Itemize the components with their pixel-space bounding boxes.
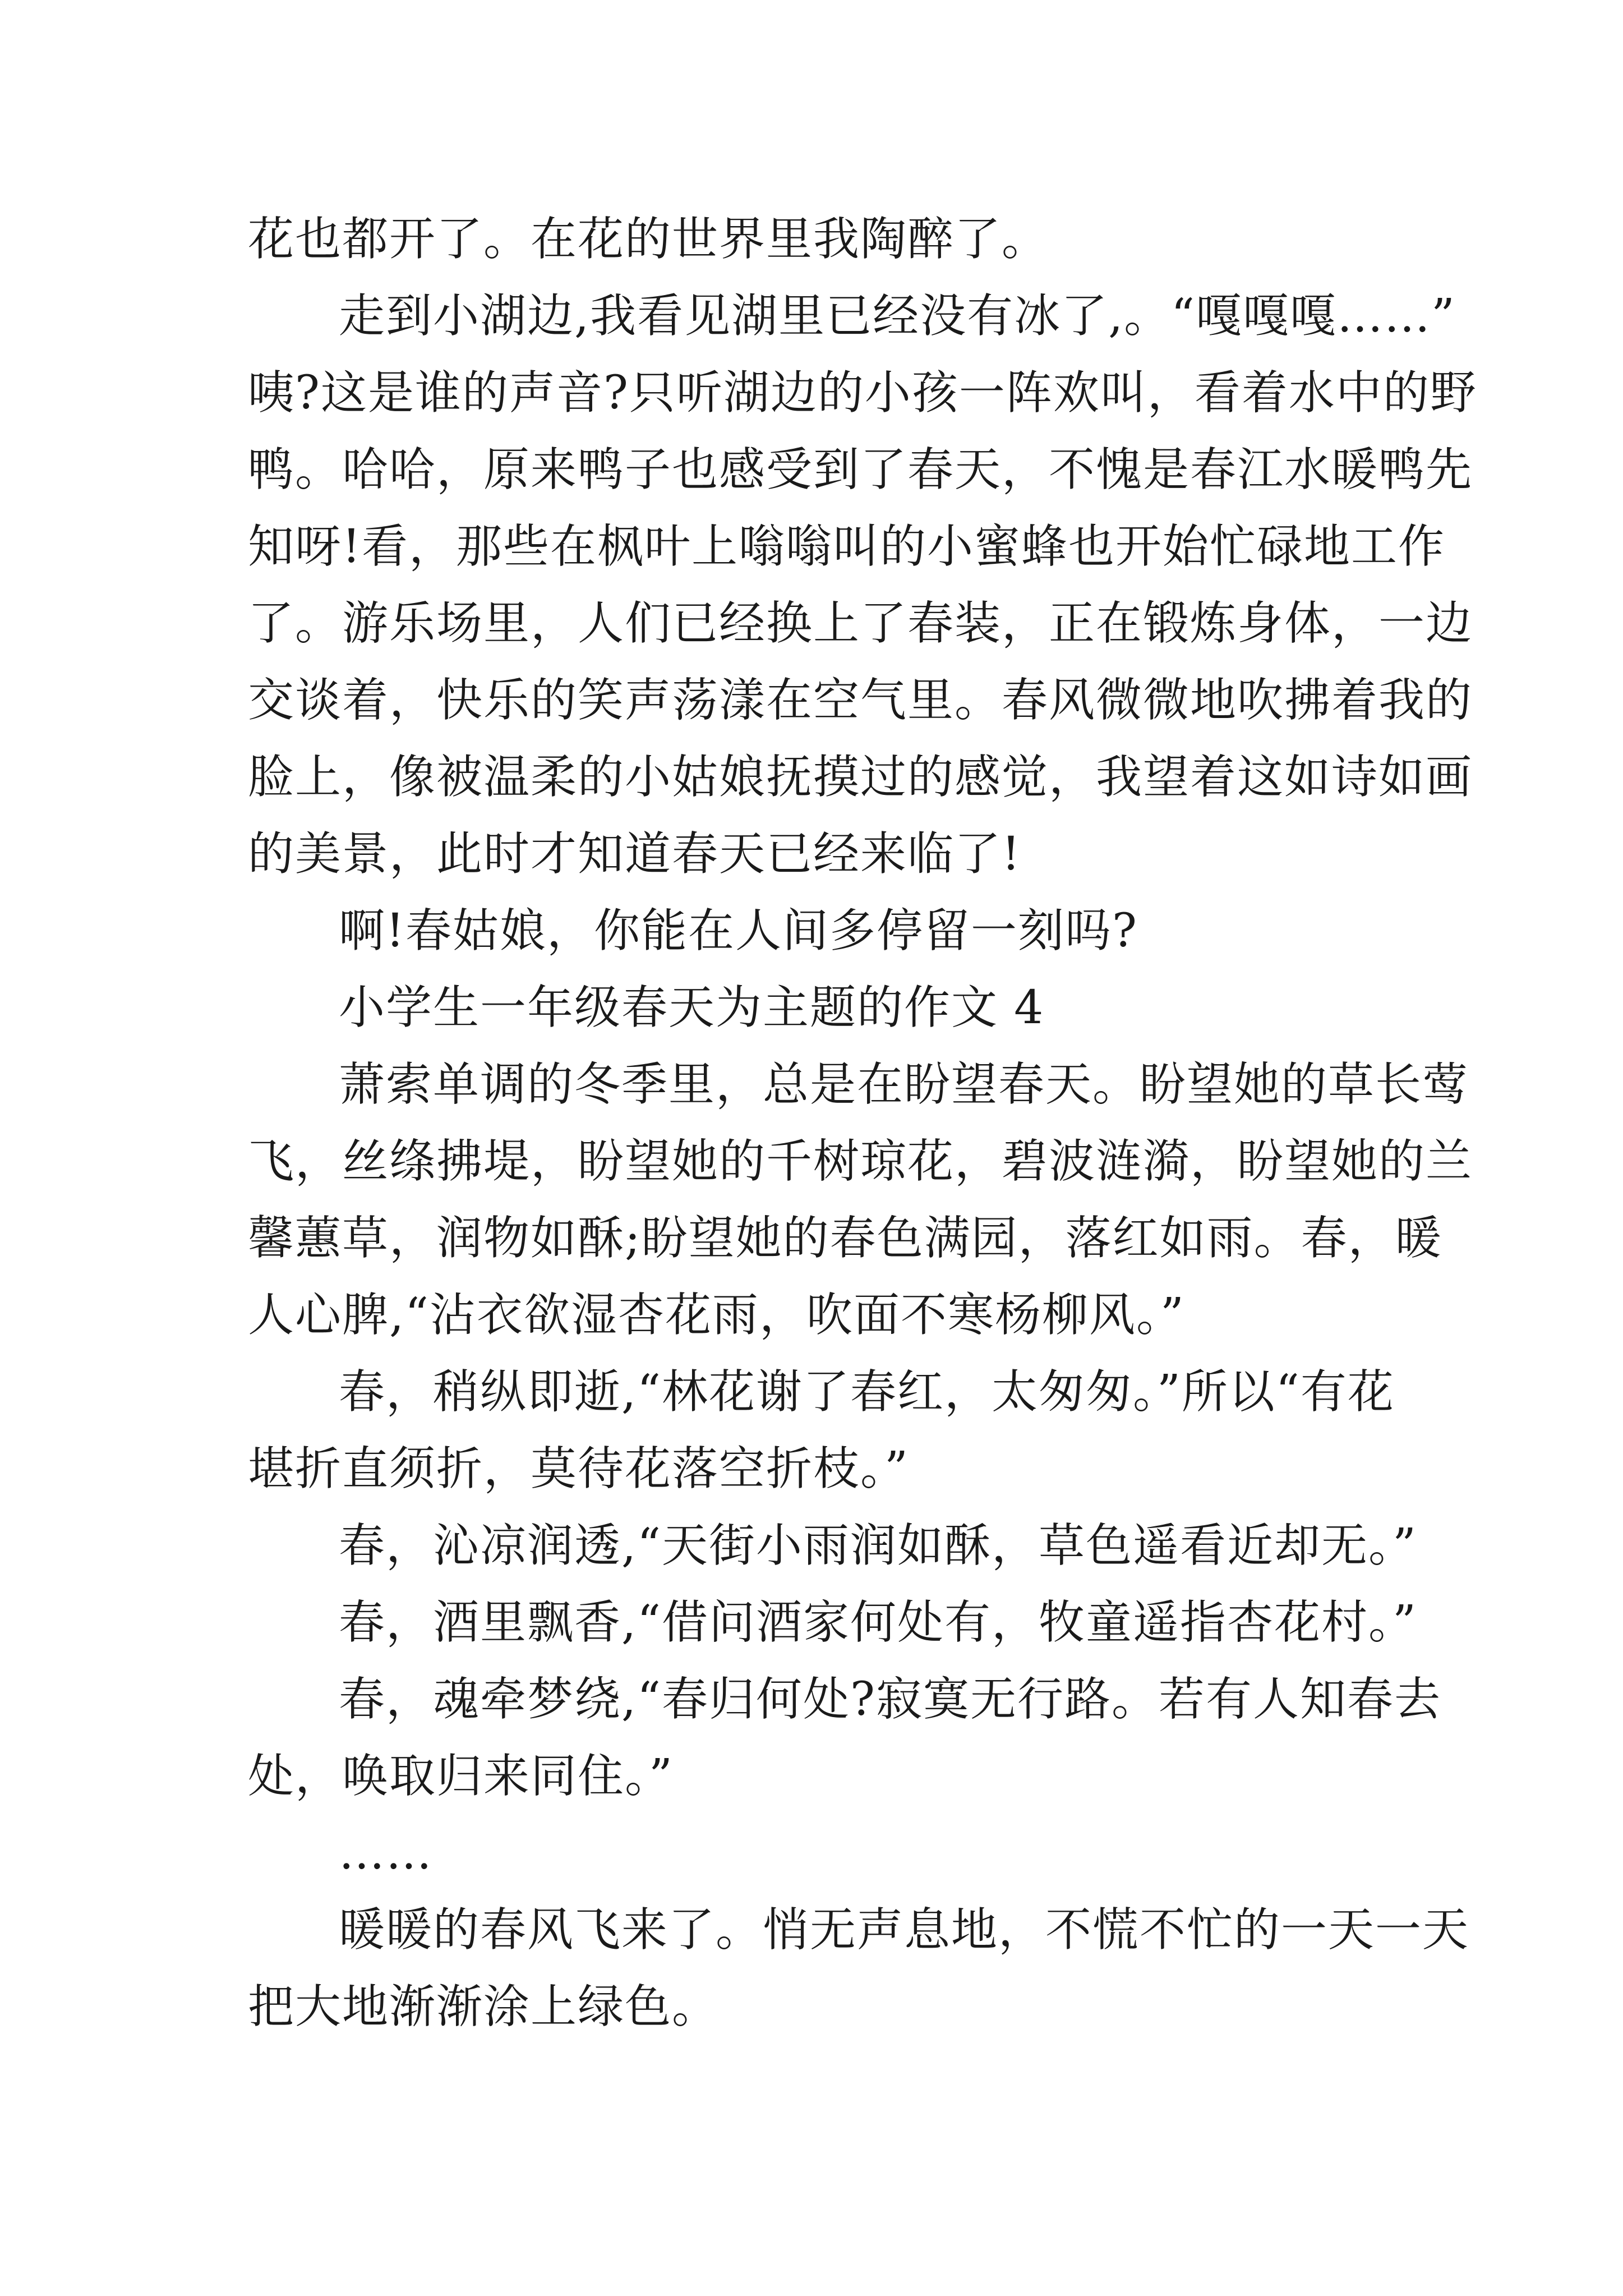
text-line: 堪折直须折，莫待花落空折枝。” [248, 1442, 909, 1496]
text-line: 咦?这是谁的声音?只听湖边的小孩一阵欢叫，看着水中的野 [248, 366, 1477, 420]
text-line: 把大地渐渐涂上绿色。 [248, 1980, 720, 2033]
text-line: 鸭。哈哈，原来鸭子也感受到了春天，不愧是春江水暖鸭先 [248, 443, 1473, 496]
document-body [248, 201, 1477, 2045]
text-line: 春，沁凉润透,“天街小雨润如酥，草色遥看近却无。” [339, 1519, 1417, 1572]
text-line: 花也都开了。在花的世界里我陶醉了。 [248, 213, 1049, 266]
text-line: 了。游乐场里，人们已经换上了春装，正在锻炼身体，一边 [248, 597, 1473, 650]
text-line: 春，酒里飘香,“借问酒家何处有，牧童遥指杏花村。” [339, 1596, 1417, 1649]
text-line: 知呀!看，那些在枫叶上嗡嗡叫的小蜜蜂也开始忙碌地工作 [248, 520, 1445, 573]
ellipsis-line: …… [339, 1826, 433, 1880]
text-line: 走到小湖边,我看见湖里已经没有冰了,。“嘎嘎嘎……” [339, 289, 1456, 343]
text-line: 馨蕙草，润物如酥;盼望她的春色满园，落红如雨。春，暖 [248, 1212, 1442, 1265]
text-line: 啊!春姑娘，你能在人间多停留一刻吗? [339, 904, 1138, 958]
text-line: 人心脾,“沾衣欲湿杏花雨，吹面不寒杨柳风。” [248, 1289, 1185, 1342]
text-line: 春，魂牵梦绕,“春归何处?寂寞无行路。若有人知春去 [339, 1673, 1441, 1726]
text-line: 春，稍纵即逝,“林花谢了春红，太匆匆。”所以“有花 [339, 1365, 1395, 1419]
text-line: 的美景，此时才知道春天已经来临了! [248, 827, 1021, 881]
text-line: 萧索单调的冬季里，总是在盼望春天。盼望她的草长莺 [339, 1058, 1470, 1111]
section-heading: 小学生一年级春天为主题的作文 4 [339, 981, 1045, 1034]
text-line: 交谈着，快乐的笑声荡漾在空气里。春风微微地吹拂着我的 [248, 674, 1473, 727]
text-line: 脸上，像被温柔的小姑娘抚摸过的感觉，我望着这如诗如画 [248, 751, 1473, 804]
text-line: 处，唤取归来同住。” [248, 1750, 674, 1803]
text-line: 暖暖的春风飞来了。悄无声息地，不慌不忙的一天一天 [339, 1903, 1470, 1957]
text-line: 飞，丝绦拂堤，盼望她的千树琼花，碧波涟漪，盼望她的兰 [248, 1135, 1473, 1188]
